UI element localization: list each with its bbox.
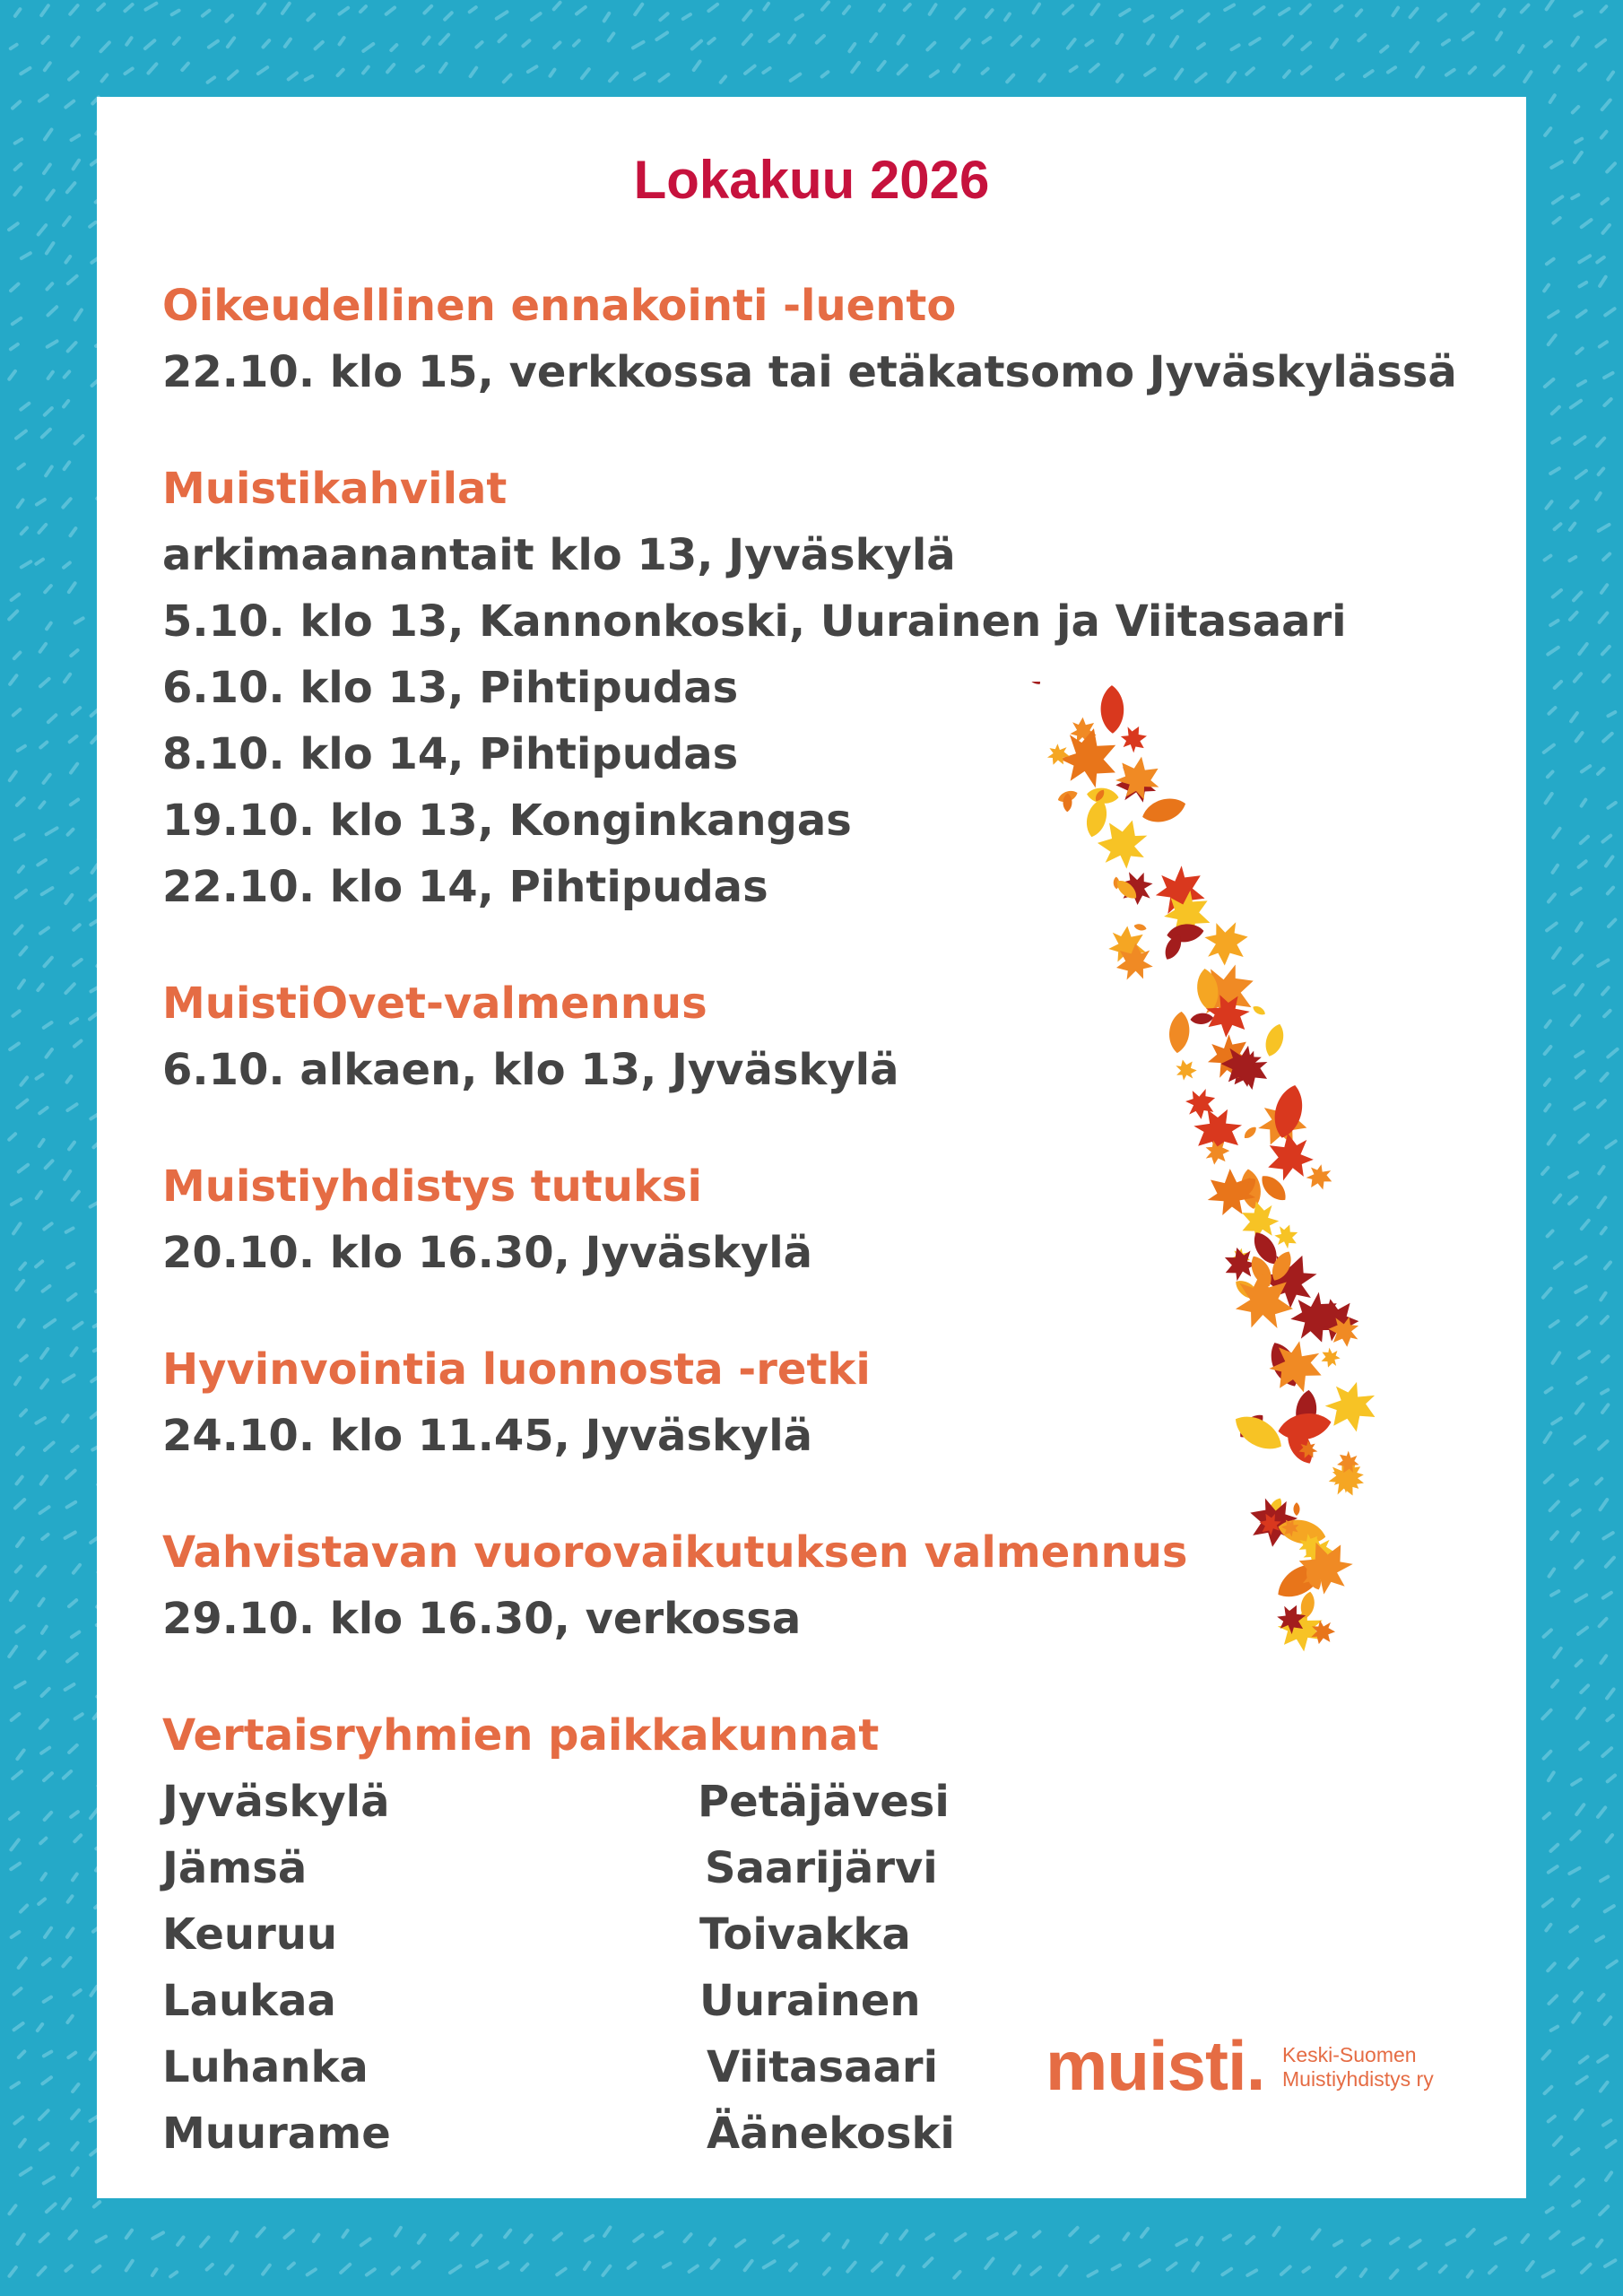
event-line: 22.10. klo 14, Pihtipudas <box>162 862 768 912</box>
leaf-icon <box>1022 682 1044 688</box>
place-right: Saarijärvi <box>705 1843 938 1893</box>
event-line: 19.10. klo 13, Konginkangas <box>162 796 852 846</box>
leaf-icon <box>1190 1013 1214 1025</box>
leaf-icon <box>1262 1022 1288 1058</box>
event-line: 5.10. klo 13, Kannonkoski, Uurainen ja Viitasaari <box>162 596 1347 647</box>
leaf-icon <box>1140 794 1189 828</box>
logo-organization <box>1282 2043 1506 2092</box>
autumn-leaves-illustration <box>1022 682 1471 1668</box>
event-title-muistiyhdistys-tutuksi: Muistiyhdistys tutuksi <box>162 1161 702 1212</box>
place-right: Toivakka <box>699 1909 911 1960</box>
place-right: Petäjävesi <box>698 1777 950 1827</box>
event-line: 6.10. alkaen, klo 13, Jyväskylä <box>162 1045 899 1095</box>
place-left: Jyväskylä <box>162 1777 390 1827</box>
place-right: Uurainen <box>699 1976 921 2026</box>
logo-wordmark: muisti. <box>1046 2026 1265 2105</box>
peer-groups-title: Vertaisryhmien paikkakunnat <box>162 1710 880 1761</box>
place-left: Keuruu <box>162 1909 338 1960</box>
place-left: Laukaa <box>162 1976 336 2026</box>
leaf-icon <box>1304 1162 1335 1193</box>
event-line: 20.10. klo 16.30, Jyväskylä <box>162 1228 813 1278</box>
leaf-icon <box>1100 685 1124 734</box>
event-title-hyvinvointia-luonnosta: Hyvinvointia luonnosta -retki <box>162 1344 871 1395</box>
event-title-muistikahvilat: Muistikahvilat <box>162 464 508 514</box>
leaf-icon <box>1318 1345 1342 1370</box>
event-line: arkimaanantait klo 13, Jyväskylä <box>162 530 956 580</box>
logo-org-line2: Muistiyhdistys ry <box>1282 2067 1434 2091</box>
place-left: Jämsä <box>162 1843 308 1893</box>
place-left: Luhanka <box>162 2042 369 2092</box>
event-line: 29.10. klo 16.30, verkossa <box>162 1594 802 1644</box>
leaf-icon <box>1119 723 1150 754</box>
logo-org-line1: Keski-Suomen <box>1282 2043 1417 2066</box>
event-line: 6.10. klo 13, Pihtipudas <box>162 663 739 713</box>
muisti-logo <box>1046 2025 1512 2124</box>
event-line: 22.10. klo 15, verkkossa tai etäkatsomo Jyväskylässä <box>162 347 1457 397</box>
leaf-icon <box>1167 1011 1192 1054</box>
leaf-icon <box>1172 1055 1202 1083</box>
event-line: 24.10. klo 11.45, Jyväskylä <box>162 1411 813 1461</box>
leaf-icon <box>1242 1125 1258 1141</box>
leaf-icon <box>1276 1409 1333 1444</box>
place-left: Muurame <box>162 2109 391 2159</box>
event-title-vahvistavan-vuorovaikutuksen: Vahvistavan vuorovaikutuksen valmennus <box>162 1527 1188 1578</box>
leaf-icon <box>1044 741 1073 770</box>
event-title-oikeudellinen: Oikeudellinen ennakointi -luento <box>162 281 957 331</box>
leaf-icon <box>1133 923 1148 932</box>
page-title: Lokakuu 2026 <box>633 150 990 210</box>
leaf-icon <box>1272 1222 1302 1252</box>
event-line: 8.10. klo 14, Pihtipudas <box>162 729 739 779</box>
event-title-muistiovet: MuistiOvet-valmennus <box>162 978 707 1029</box>
leaf-icon <box>1322 1378 1382 1437</box>
place-right: Viitasaari <box>707 2042 939 2092</box>
place-right: Äänekoski <box>707 2109 955 2159</box>
leaf-icon <box>1251 1004 1266 1017</box>
leaf-icon <box>1293 1502 1299 1516</box>
